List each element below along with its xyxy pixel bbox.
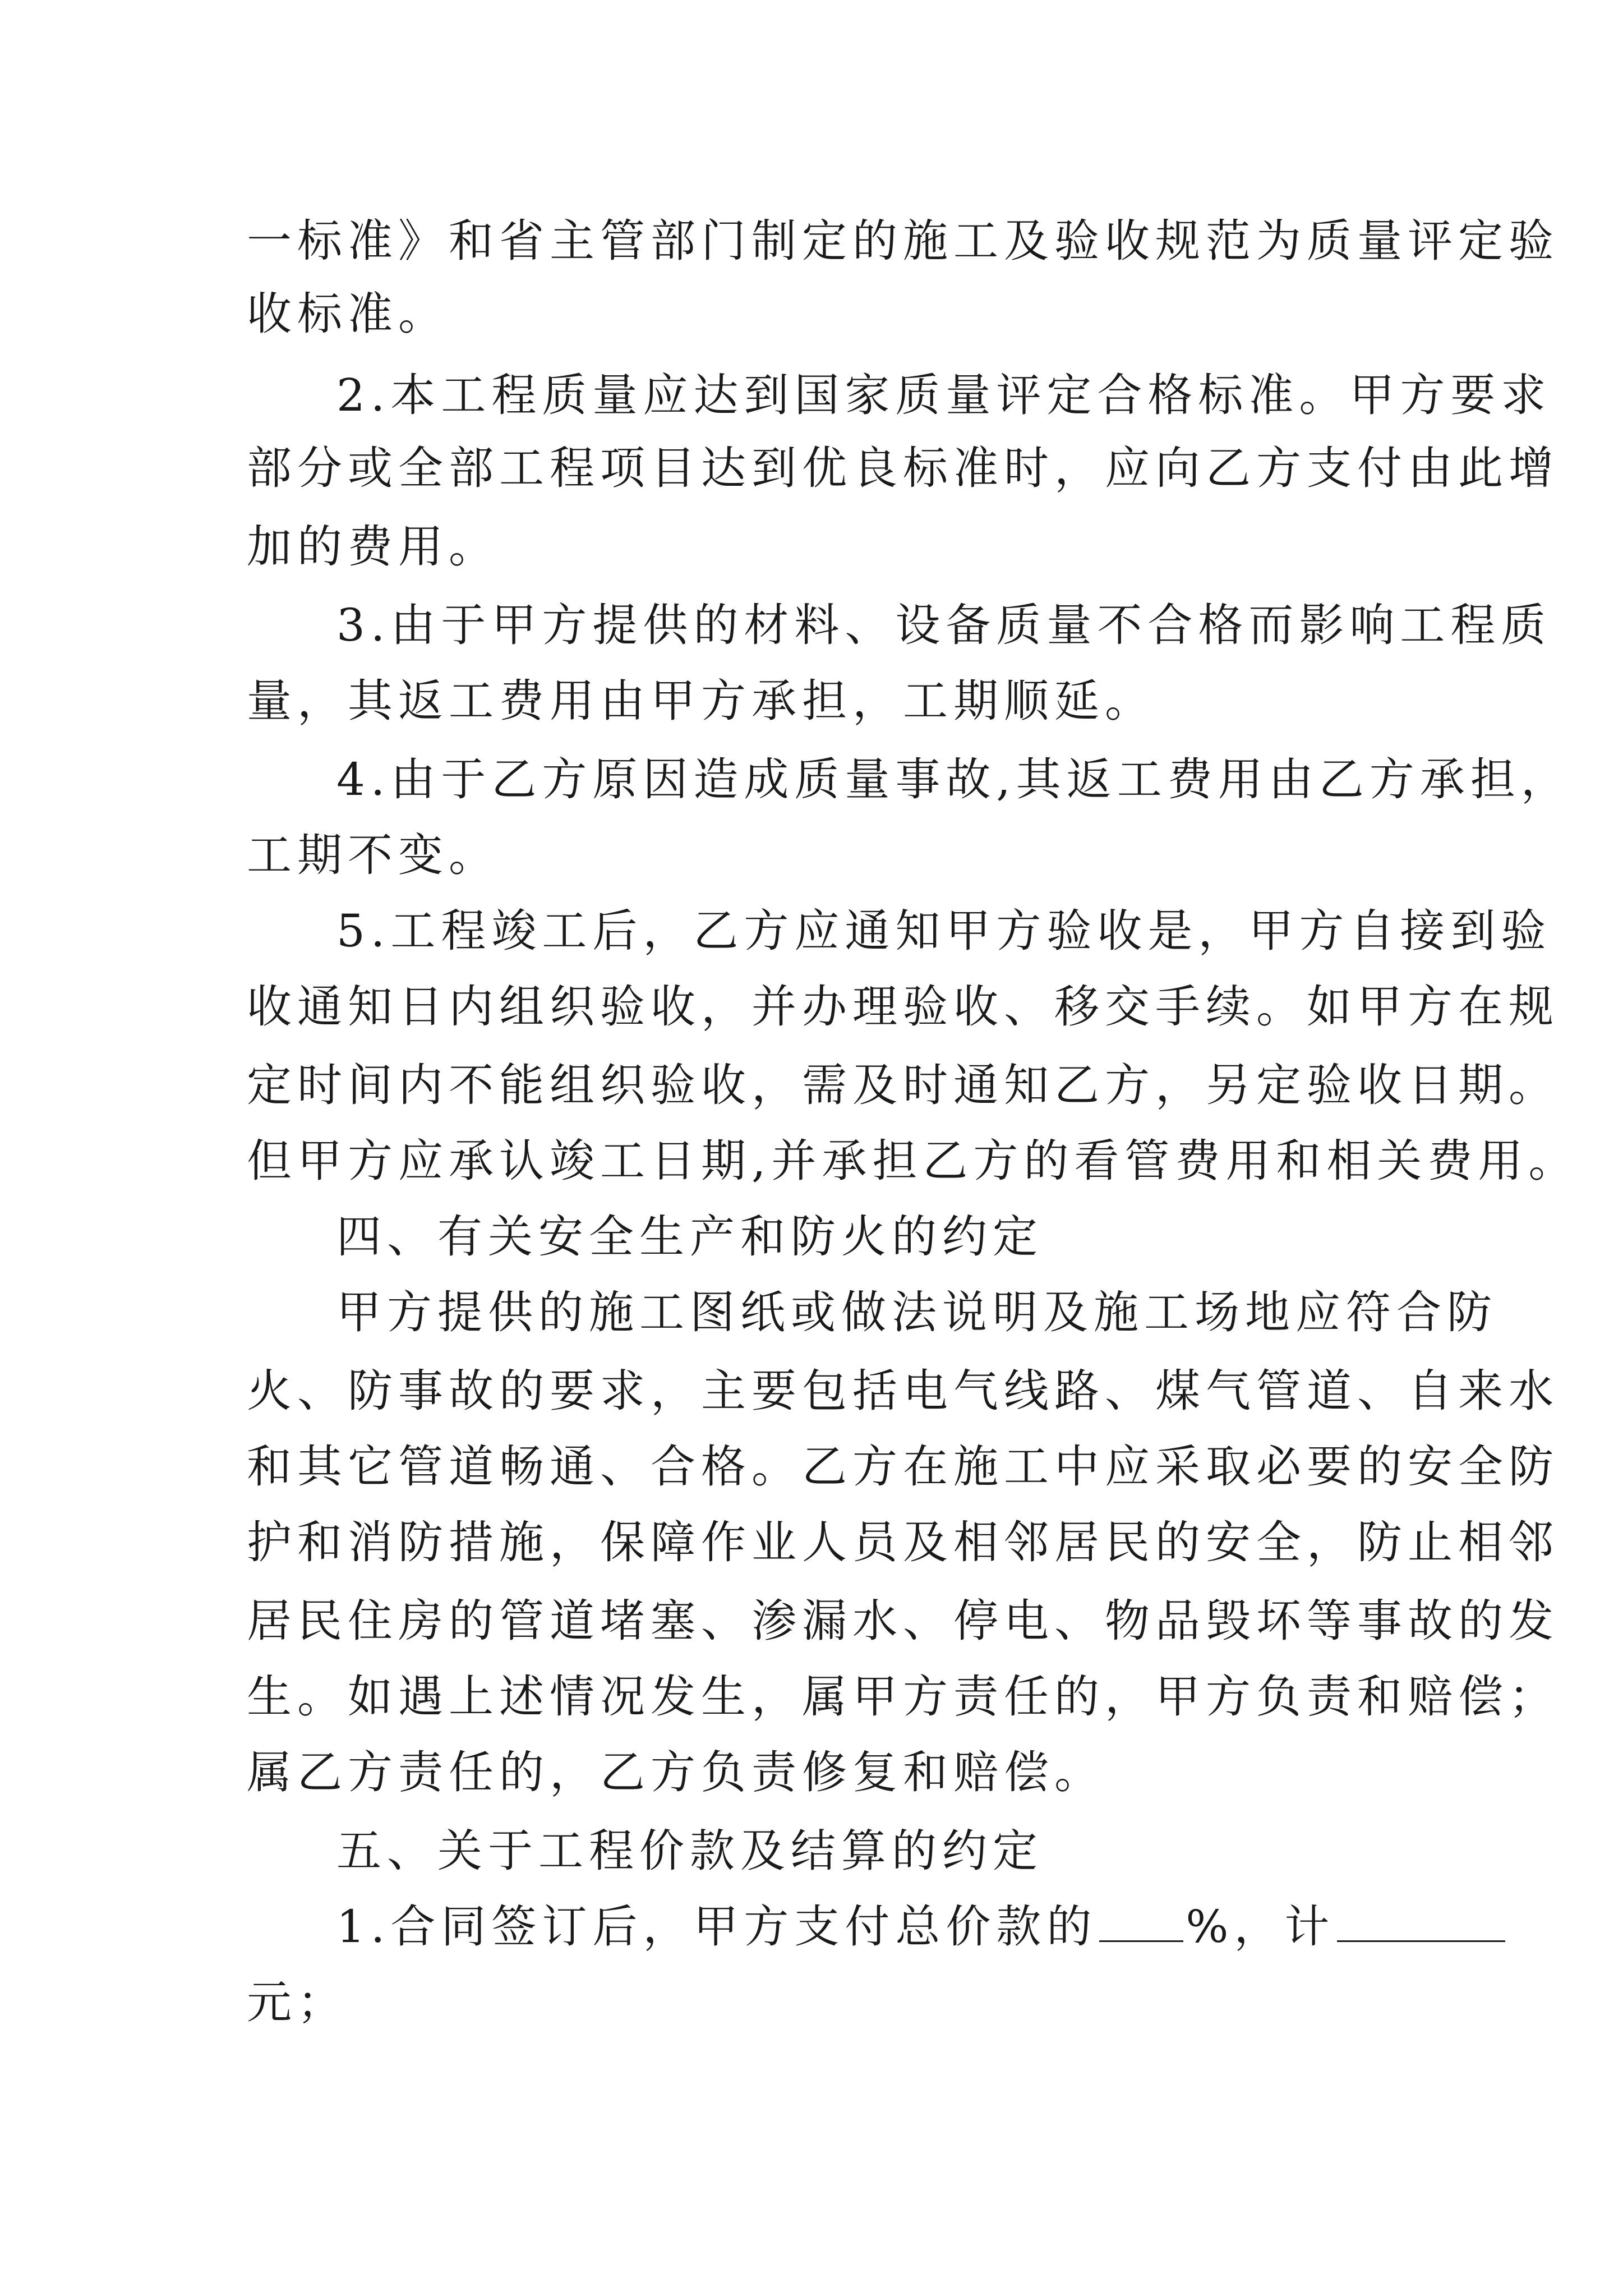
clause-2-line: 2.本工程质量应达到国家质量评定合格标准。甲方要求 (336, 369, 1552, 421)
section-heading: 四、有关安全生产和防火的约定 (336, 1211, 1043, 1263)
body-line: 护和消防措施，保障作业人员及相邻居民的安全，防止相邻 (247, 1516, 1559, 1568)
body-line: 和其它管道畅通、合格。乙方在施工中应采取必要的安全防 (247, 1441, 1559, 1493)
clause-3-line: 3.由于甲方提供的材料、设备质量不合格而影响工程质 (336, 599, 1552, 651)
body-line: 部分或全部工程项目达到优良标准时，应向乙方支付由此增 (247, 442, 1559, 494)
body-line: 属乙方责任的，乙方负责修复和赔偿。 (247, 1746, 1105, 1798)
section-heading: 五、关于工程价款及结算的约定 (336, 1825, 1043, 1877)
paragraph-start-line: 甲方提供的施工图纸或做法说明及施工场地应符合防 (336, 1286, 1497, 1338)
clause-5-line: 5.工程竣工后，乙方应通知甲方验收是，甲方自接到验 (336, 905, 1552, 957)
body-line: 工期不变。 (247, 829, 499, 881)
amount-blank (1337, 1901, 1505, 1942)
body-line: 收通知日内组织验收，并办理验收、移交手续。如甲方在规 (247, 981, 1559, 1033)
percent-blank (1099, 1901, 1183, 1942)
body-line: 生。如遇上述情况发生，属甲方责任的，甲方负责和赔偿； (247, 1671, 1559, 1723)
payment-clause-continuation: 元； (247, 1976, 348, 2028)
body-line: 但甲方应承认竣工日期,并承担乙方的看管费用和相关费用。 (247, 1135, 1579, 1187)
body-line: 火、防事故的要求，主要包括电气线路、煤气管道、自来水 (247, 1365, 1559, 1417)
payment-clause-percent: %，计 (1186, 1901, 1335, 1953)
body-line: 一标准》和省主管部门制定的施工及验收规范为质量评定验 (247, 215, 1559, 267)
payment-clause-line (336, 1899, 1391, 1955)
clause-4-line: 4.由于乙方原因造成质量事故,其返工费用由乙方承担， (336, 753, 1571, 806)
body-line: 量，其返工费用由甲方承担，工期顺延。 (247, 675, 1155, 727)
body-line: 定时间内不能组织验收，需及时通知乙方，另定验收日期。 (247, 1059, 1559, 1111)
payment-clause-prefix: 1.合同签订后，甲方支付总价款的 (336, 1901, 1098, 1953)
body-line: 加的费用。 (247, 521, 499, 573)
body-line: 居民住房的管道堵塞、渗漏水、停电、物品毁坏等事故的发 (247, 1595, 1559, 1647)
body-line: 收标准。 (247, 288, 449, 340)
